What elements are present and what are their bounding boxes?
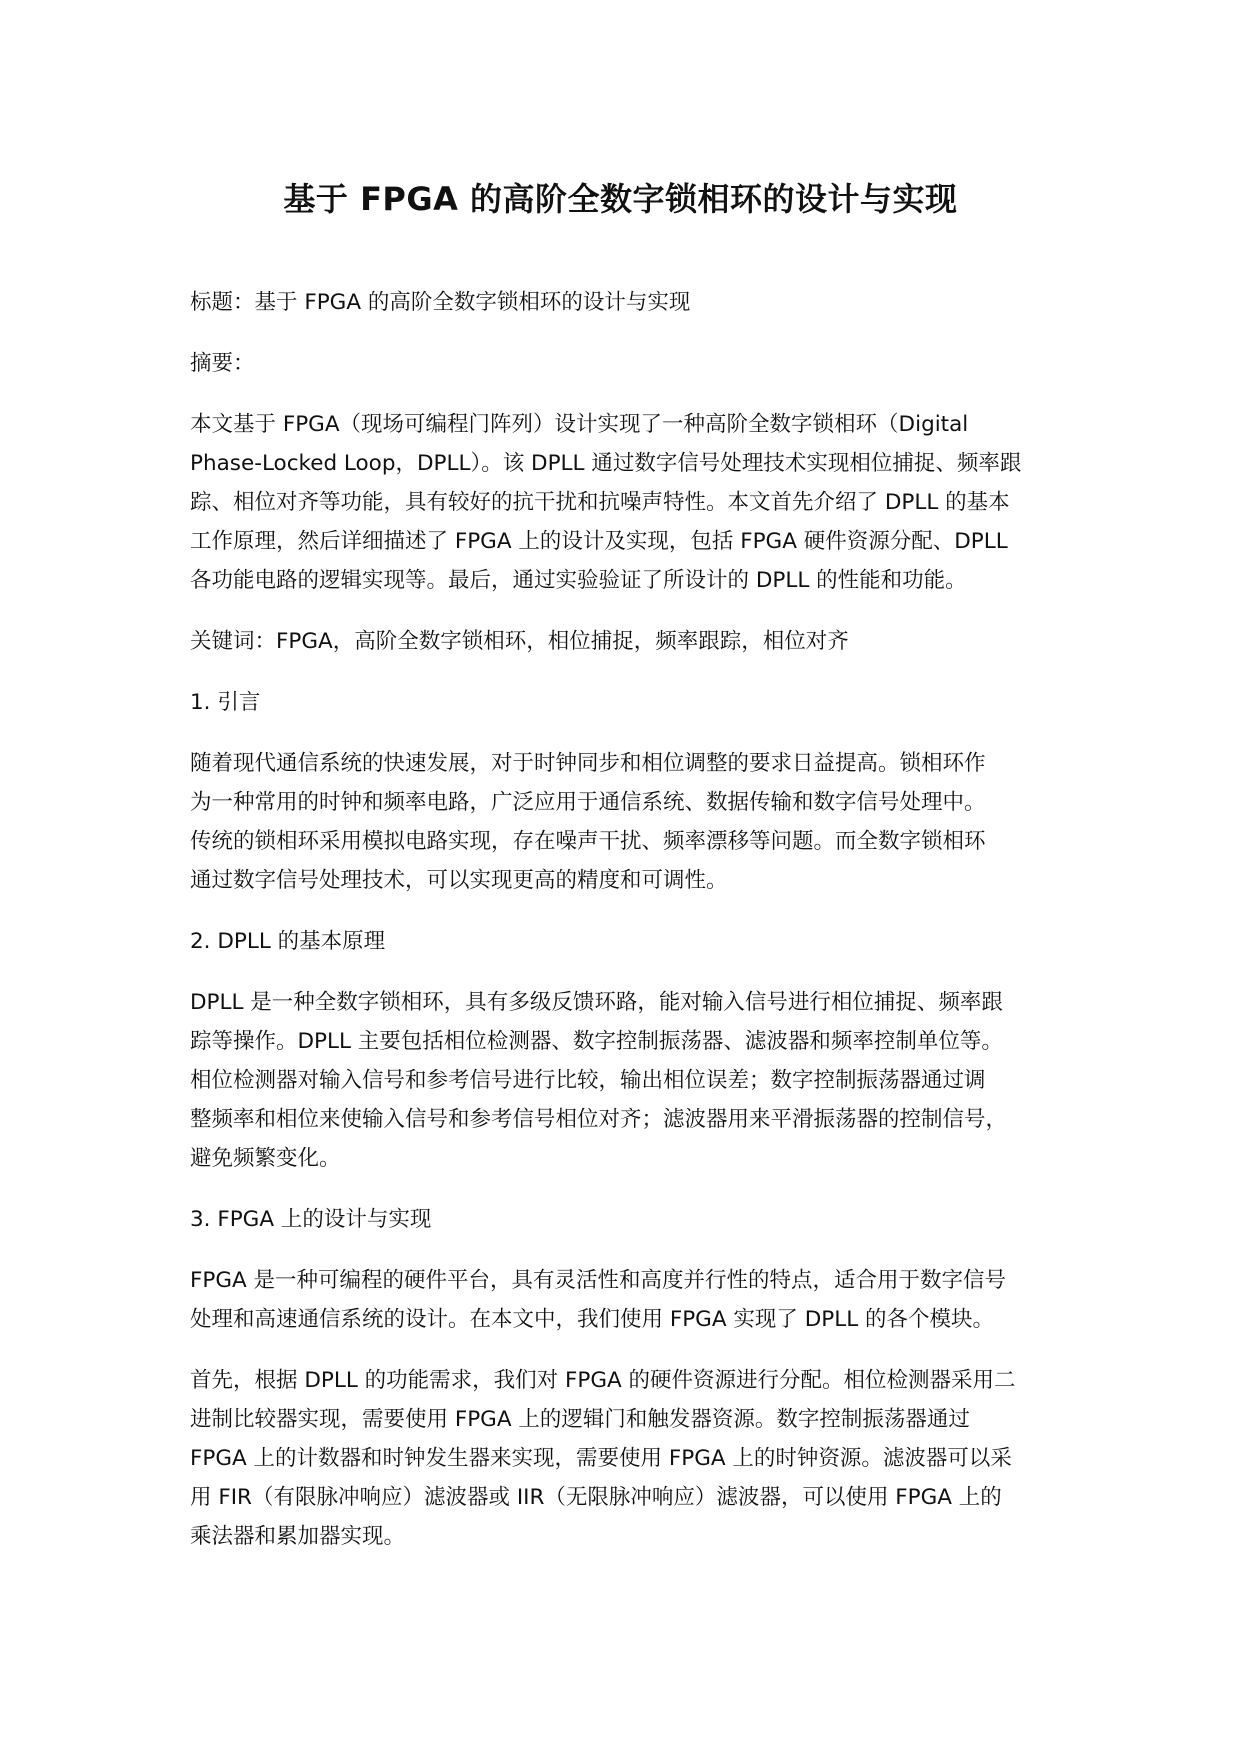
text-line: 用 FIR（有限脉冲响应）滤波器或 IIR（无限脉冲响应）滤波器，可以使用 FPGA 上的 (190, 1485, 1002, 1510)
text-line: 乘法器和累加器实现。 (190, 1524, 406, 1549)
text-line: 处理和高速通信系统的设计。在本文中，我们使用 FPGA 实现了 DPLL 的各个模块。 (190, 1307, 995, 1332)
text-line: DPLL 是一种全数字锁相环，具有多级反馈环路，能对输入信号进行相位捕捉、频率跟 (190, 990, 1003, 1015)
text-line: 避免频繁变化。 (190, 1146, 341, 1171)
text-line: 各功能电路的逻辑实现等。最后，通过实验验证了所设计的 DPLL 的性能和功能。 (190, 568, 967, 593)
section-3-paragraph-2 (190, 1361, 1090, 1556)
abstract-paragraph (190, 405, 1090, 600)
text-line: 工作原理，然后详细描述了 FPGA 上的设计及实现，包括 FPGA 硬件资源分配、DPLL (190, 529, 1008, 554)
text-line: FPGA 是一种可编程的硬件平台，具有灵活性和高度并行性的特点，适合用于数字信号 (190, 1268, 1007, 1293)
text-line: 进制比较器实现，需要使用 FPGA 上的逻辑门和触发器资源。数字控制振荡器通过 (190, 1407, 970, 1432)
text-line: 传统的锁相环采用模拟电路实现，存在噪声干扰、频率漂移等问题。而全数字锁相环 (190, 829, 986, 854)
document-body (190, 283, 1090, 1556)
text-line: 通过数字信号处理技术，可以实现更高的精度和可调性。 (190, 868, 728, 893)
text-line: 首先，根据 DPLL 的功能需求，我们对 FPGA 的硬件资源进行分配。相位检测器采用二 (190, 1368, 1016, 1393)
section-heading: 2. DPLL 的基本原理 (190, 929, 386, 954)
text-line: 为一种常用的时钟和频率电路，广泛应用于通信系统、数据传输和数字信号处理中。 (190, 790, 986, 815)
title-line: 标题：基于 FPGA 的高阶全数字锁相环的设计与实现 (190, 290, 691, 315)
document-title: 基于 FPGA 的高阶全数字锁相环的设计与实现 (283, 180, 958, 218)
text-line: 本文基于 FPGA（现场可编程门阵列）设计实现了一种高阶全数字锁相环（Digital (190, 412, 969, 437)
section-3-paragraph-1 (190, 1261, 1090, 1339)
keywords-line: 关键词：FPGA，高阶全数字锁相环，相位捕捉，频率跟踪，相位对齐 (190, 629, 849, 654)
text-line: 随着现代通信系统的快速发展，对于时钟同步和相位调整的要求日益提高。锁相环作 (190, 751, 986, 776)
text-line: 踪、相位对齐等功能，具有较好的抗干扰和抗噪声特性。本文首先介绍了 DPLL 的基本 (190, 490, 1010, 515)
section-heading: 1. 引言 (190, 690, 261, 715)
text-line: 整频率和相位来使输入信号和参考信号相位对齐；滤波器用来平滑振荡器的控制信号， (190, 1107, 1008, 1132)
abstract-label: 摘要： (190, 351, 255, 376)
text-line: 踪等操作。DPLL 主要包括相位检测器、数字控制振荡器、滤波器和频率控制单位等。 (190, 1029, 1003, 1054)
text-line: FPGA 上的计数器和时钟发生器来实现，需要使用 FPGA 上的时钟资源。滤波器可以采 (190, 1446, 1012, 1471)
text-line: 相位检测器对输入信号和参考信号进行比较，输出相位误差；数字控制振荡器通过调 (190, 1068, 986, 1093)
section-heading: 3. FPGA 上的设计与实现 (190, 1207, 432, 1232)
section-1-paragraph (190, 744, 1090, 900)
text-line: Phase-Locked Loop，DPLL）。该 DPLL 通过数字信号处理技术实现相位捕捉、频率跟 (190, 451, 1022, 476)
section-2-paragraph (190, 983, 1090, 1178)
